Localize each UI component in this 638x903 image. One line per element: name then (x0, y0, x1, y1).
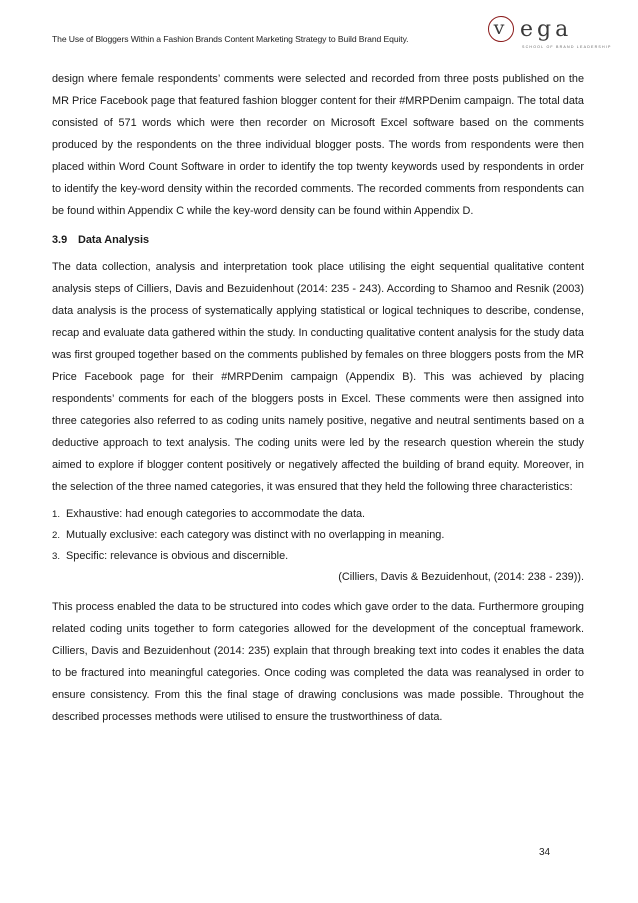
list-item-text: Exhaustive: had enough categories to accommodate the data. (66, 508, 366, 520)
body-text (52, 68, 584, 728)
list-marker: 2. (52, 530, 61, 541)
paragraph-3: This process enabled the data to be structured into codes which gave order to the data. Furthermore grouping related coding units together to form categories allowed for the development of the conceptual framework. Cilliers, Davis and Bezuidenhout (2014: 235) explain that through breaking text into codes it enables the data to be fractured into meaningful categories. Once coding was completed the data was reanalysed in order to ensure consistency. From this the final stage of drawing conclusions was made possible. Throughout the described processes methods were utilised to ensure the trustworthiness of data. (52, 601, 584, 723)
characteristics-list (52, 504, 584, 567)
list-item-text: Specific: relevance is obvious and discernible. (66, 550, 289, 562)
list-item (52, 546, 584, 567)
list-item-text: Mutually exclusive: each category was distinct with no overlapping in meaning. (66, 529, 445, 541)
section-title: Data Analysis (78, 234, 150, 246)
list-marker: 3. (52, 551, 61, 562)
list-item (52, 525, 584, 546)
citation: (Cilliers, Davis & Bezuidenhout, (2014: 238 - 239)). (338, 571, 584, 583)
logo-wordmark (488, 12, 572, 46)
logo-subtitle: SCHOOL OF BRAND LEADERSHIP (522, 45, 612, 49)
running-header: The Use of Bloggers Within a Fashion Brands Content Marketing Strategy to Build Brand Equity. (52, 34, 409, 44)
list-marker: 1. (52, 509, 61, 520)
vega-logo (488, 16, 612, 52)
page-number: 34 (539, 847, 551, 858)
logo-rest: ega (520, 16, 573, 42)
paragraph-2: The data collection, analysis and interpretation took place utilising the eight sequential qualitative content analysis steps of Cilliers, Davis and Bezuidenhout (2014: 235 - 243). According to Shamoo and Resnik (2003) data analysis is the process of systematically applying statistical or logical techniques to describe, condense, recap and evaluate data gathered within the study. In conducting qualitative content analysis for the study data was first grouped together based on the comments published by females on three bloggers posts from the MR Price Facebook page for their #MRPDenim campaign (Appendix B). This was achieved by placing respondents’ comments for each of the bloggers posts in Excel. These comments were then assigned into three categories also referred to as coding units namely positive, negative and neutral sentiments based on a deductive approach to text analysis. The coding units were led by the research question wherein the study aimed to explore if blogger content positively or negatively affected the building of brand equity. Moreover, in the selection of the three named categories, it was ensured that they held the following three characteristics: (52, 261, 584, 493)
section-heading (52, 230, 584, 250)
section-number: 3.9 (52, 234, 68, 246)
logo-circle-icon: v (488, 16, 514, 42)
paragraph-1: design where female respondents’ comments were selected and recorded from three posts published on the MR Price Facebook page that featured fashion blogger content for their #MRPDenim campaign. The total data consisted of 571 words which were then recorder on Microsoft Excel software based on the comments produced by the respondents on the three individual blogger posts. The words from respondents were then placed within Word Count Software in order to identify the top twenty keywords used by respondents in order to identify the key-word density within the recorded comments. The recorded comments from respondents can be found within Appendix C while the key-word density can be found within Appendix D. (52, 73, 584, 217)
list-item (52, 504, 584, 525)
